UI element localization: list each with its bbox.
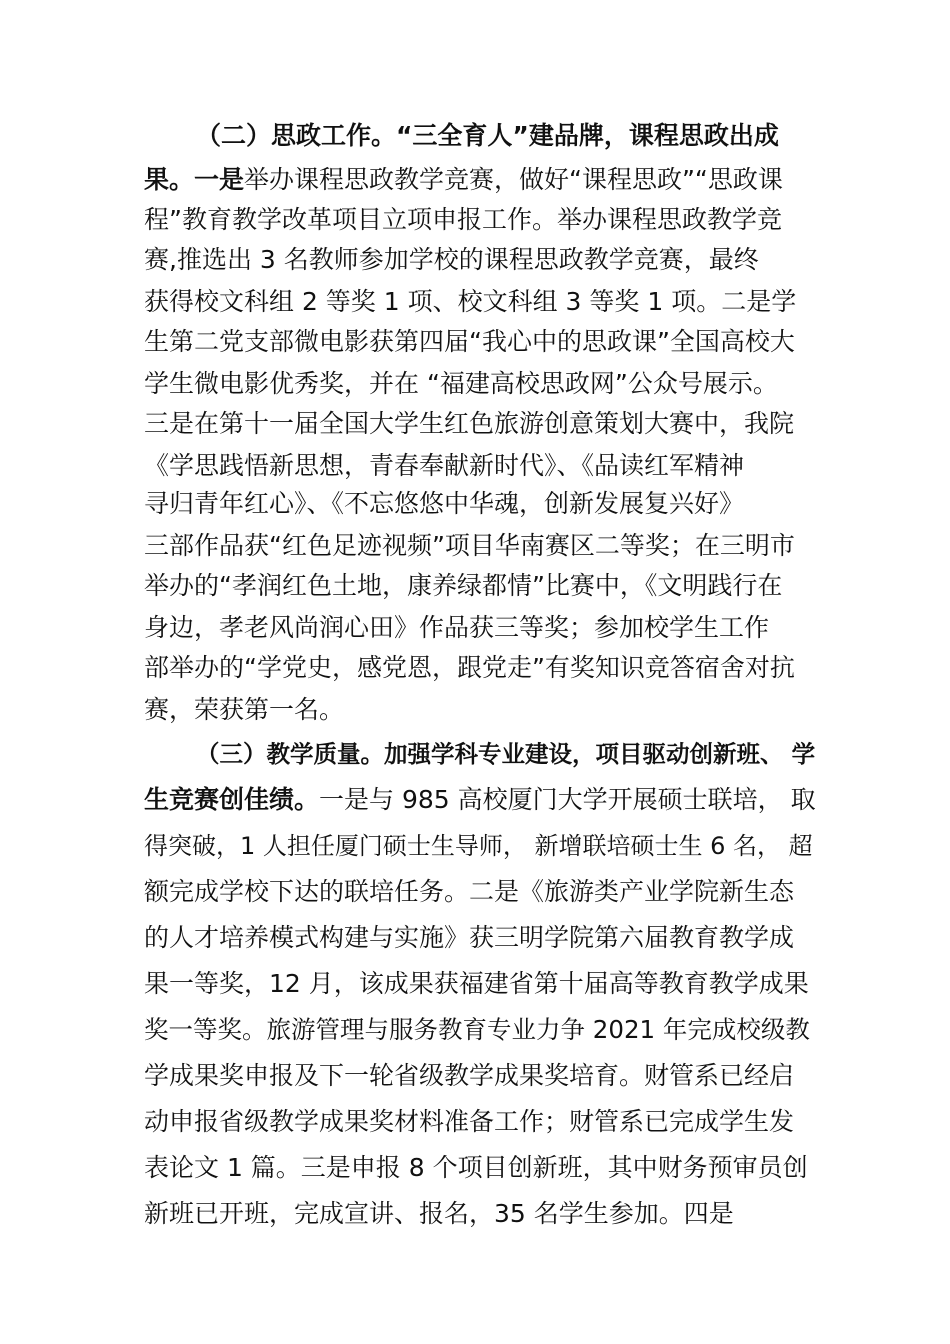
paragraph-line: 部举办的“学党史，感党恩，跟党走”有奖知识竞答宿舍对抗 — [144, 653, 795, 682]
paragraph-line: 举办的“孝润红色土地，康养绿都情”比赛中，《文明践行在 — [144, 571, 783, 600]
paragraph-line: 得突破，1 人担任厦门硕士生导师， 新增联培硕士生 6 名， 超 — [144, 832, 813, 860]
paragraph-line: 的人才培养模式构建与实施》获三明学院第六届教育教学成 — [144, 923, 795, 952]
paragraph-line: 学成果奖申报及下一轮省级教学成果奖培育。财管系已经启 — [144, 1061, 795, 1090]
paragraph-line: 新班已开班，完成宣讲、报名，35 名学生参加。四是 — [144, 1199, 734, 1228]
paragraph-line: 生竞赛创佳绩。一是与 985 高校厦门大学开展硕士联培， 取 — [144, 785, 816, 814]
paragraph-line: 奖一等奖。旅游管理与服务教育专业力争 2021 年完成校级教 — [144, 1015, 810, 1044]
paragraph-line: 学生微电影优秀奖，并在 “福建高校思政网”公众号展示。 — [144, 369, 778, 398]
paragraph-line: 寻归青年红心》、《不忘悠悠中华魂，创新发展复兴好》 — [144, 489, 745, 518]
paragraph-line: 表论文 1 篇。三是申报 8 个项目创新班，其中财务预审员创 — [144, 1153, 808, 1182]
paragraph-line: 果。一是举办课程思政教学竞赛，做好“课程思政”“思政课 — [144, 165, 783, 194]
paragraph-line: 三部作品获“红色足迹视频”项目华南赛区二等奖；在三明市 — [144, 531, 795, 560]
paragraph-line: 三是在第十一届全国大学生红色旅游创意策划大赛中，我院 — [144, 409, 795, 438]
paragraph-line: 果一等奖，12 月，该成果获福建省第十届高等教育教学成果 — [144, 969, 809, 998]
paragraph-line: 《学思践悟新思想，青春奉献新时代》、《品读红军精神 — [144, 451, 745, 480]
paragraph-line: 赛，荣获第一名。 — [144, 695, 345, 724]
paragraph-line: 身边，孝老风尚润心田》作品获三等奖；参加校学生工作 — [144, 613, 770, 642]
section-3-heading: （三）教学质量。加强学科专业建设，项目驱动创新班、 学 — [196, 740, 816, 768]
paragraph-line: 获得校文科组 2 等奖 1 项、校文科组 3 等奖 1 项。二是学 — [144, 287, 797, 316]
paragraph-line: 额完成学校下达的联培任务。二是《旅游类产业学院新生态 — [144, 877, 795, 906]
section-2-heading: （二）思政工作。“三全育人”建品牌，课程思政出成 — [196, 121, 779, 150]
paragraph-line: 生第二党支部微电影获第四届“我心中的思政课”全国高校大 — [144, 327, 795, 356]
paragraph-line: 程”教育教学改革项目立项申报工作。举办课程思政教学竞 — [144, 205, 782, 234]
paragraph-line: 赛,推选出 3 名教师参加学校的课程思政教学竞赛，最终 — [144, 245, 759, 274]
paragraph-line: 动申报省级教学成果奖材料准备工作；财管系已完成学生发 — [144, 1107, 795, 1136]
